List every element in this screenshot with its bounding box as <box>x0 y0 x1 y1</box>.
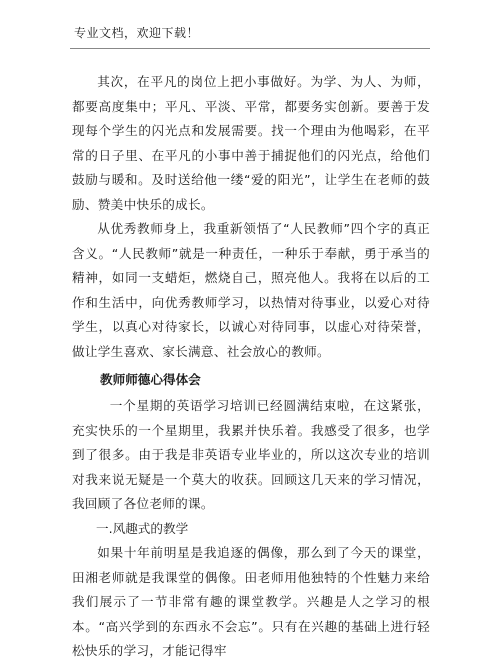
document-body <box>72 70 430 664</box>
paragraph-3: 一个星期的英语学习培训已经圆满结束啦，在这紧张，充实快乐的一个星期里，我累并快乐着。我感受了很多，也学到了很多。由于我是非英语专业毕业的，所以这次专业的培训对我来说无疑是一个莫大的收获。回顾这几天来的学习情况，我回顾了各位老师的课。 <box>72 398 430 511</box>
paragraph-2: 从优秀教师身上，我重新领悟了“人民教师”四个字的真正含义。“人民教师”就是一种责任，一种乐于奉献，勇于承当的精神，如同一支蜡炬，燃烧自己，照亮他人。我将在以后的工作和生活中，向优秀教师学习，以热情对待事业，以爱心对待学生，以真心对待家长，以诚心对待同事，以虚心对待荣誉，做让学生喜欢、家长满意、社会放心的教师。 <box>72 221 430 359</box>
header-divider <box>70 48 430 49</box>
subheading: 一.风趣式的教学 <box>96 520 189 536</box>
paragraph-4: 如果十年前明星是我追逐的偶像，那么到了今天的课堂，田湘老师就是我课堂的偶像。田老师用他独特的个性魅力来给我们展示了一节非常有趣的课堂教学。兴趣是人之学习的根本。“高兴学到的东西永不会忘”。只有在兴趣的基础上进行轻松快乐的学习，才能记得牢 <box>72 545 430 658</box>
section-heading: 教师师德心得体会 <box>100 372 201 387</box>
paragraph-1: 其次，在平凡的岗位上把小事做好。为学、为人、为师，都要高度集中；平凡、平淡、平常，都要务实创新。要善于发现每个学生的闪光点和发展需要。找一个理由为他喝彩，在平常的日子里、在平凡的小事中善于捕捉他们的闪光点，给他们鼓励与暖和。及时送给他一缕“爱的阳光”，让学生在老师的鼓励、赞美中快乐的成长。 <box>72 74 430 212</box>
page-header: 专业文档，欢迎下载！ <box>74 26 200 40</box>
